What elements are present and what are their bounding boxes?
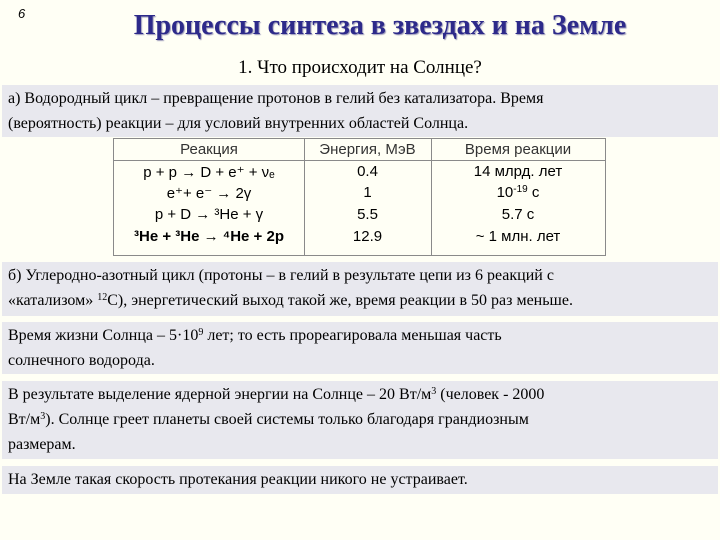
text-part: (человек - 2000	[436, 386, 545, 403]
header-time: Время реакции	[464, 141, 572, 158]
superscript: 3	[40, 411, 46, 422]
energy-release-paragraph	[8, 382, 714, 457]
table-divider	[114, 160, 605, 161]
text-part: Время жизни Солнца – 5·10	[8, 327, 199, 344]
text-part: В результате выделение ядерной энергии на Солнце – 20 Вт/м	[8, 386, 432, 403]
paragraph-line: На Земле такая скорость протекания реакции никого не устраивает.	[8, 471, 468, 488]
time-cell: 5.7 с	[501, 206, 535, 223]
time-exponent: -19	[513, 184, 528, 195]
reaction-cell: e⁺+ e⁻ → 2γ	[166, 185, 252, 202]
sun-lifetime-paragraph	[8, 323, 714, 373]
earth-paragraph	[8, 467, 714, 492]
reaction-cell: p + D → ³He + γ	[154, 206, 264, 223]
text-part: лет; то есть прореагировала меньшая часть	[203, 327, 502, 344]
text-part: С), энергетический выход такой же, время реакции в 50 раз меньше.	[107, 292, 573, 309]
superscript: 9	[198, 327, 204, 338]
paragraph-line	[8, 288, 720, 313]
reaction-cell: ³He + ³He → ⁴He + 2p	[134, 228, 284, 245]
energy-cell: 12.9	[352, 228, 383, 245]
slide-title: Процессы синтеза в звездах и на Земле	[133, 10, 627, 41]
time-base: 10	[496, 184, 514, 201]
section-heading: 1. Что происходит на Солнце?	[238, 57, 482, 78]
hydrogen-cycle-paragraph	[8, 86, 714, 136]
time-cell	[431, 184, 605, 201]
text-part: Вт/м	[8, 411, 41, 428]
slide-number: 6	[18, 6, 26, 21]
reaction-cell: p + p → D + e⁺ + νₑ	[143, 164, 275, 181]
header-energy: Энергия, МэВ	[319, 141, 416, 158]
time-cell: ~ 1 млн. лет	[475, 228, 561, 245]
text-part: «катализом»	[8, 292, 98, 309]
superscript: 12	[97, 292, 108, 303]
paragraph-line	[8, 323, 714, 348]
superscript: 3	[431, 386, 437, 397]
paragraph-line: (вероятность) реакции – для условий внутренних областей Солнца.	[8, 115, 469, 132]
paragraph-line: размерам.	[8, 436, 76, 453]
time-cell: 14 млрд. лет	[473, 163, 563, 180]
energy-cell: 1	[363, 184, 372, 201]
text-part: ). Солнце греет планеты своей системы только благодаря грандиозным	[45, 411, 529, 428]
energy-cell: 5.5	[357, 206, 378, 223]
paragraph-line: а) Водородный цикл – превращение протонов в гелий без катализатора. Время	[8, 90, 544, 107]
time-unit: с	[527, 184, 540, 201]
paragraph-line	[8, 382, 714, 407]
paragraph-line: б) Углеродно-азотный цикл (протоны – в гелий в результате цепи из 6 реакций с	[8, 267, 554, 284]
carbon-nitrogen-cycle-paragraph	[8, 263, 720, 313]
paragraph-line: солнечного водорода.	[8, 352, 155, 369]
energy-cell: 0.4	[357, 163, 378, 180]
reaction-table	[113, 138, 606, 256]
header-reaction: Реакция	[180, 141, 238, 158]
paragraph-line	[8, 407, 714, 432]
